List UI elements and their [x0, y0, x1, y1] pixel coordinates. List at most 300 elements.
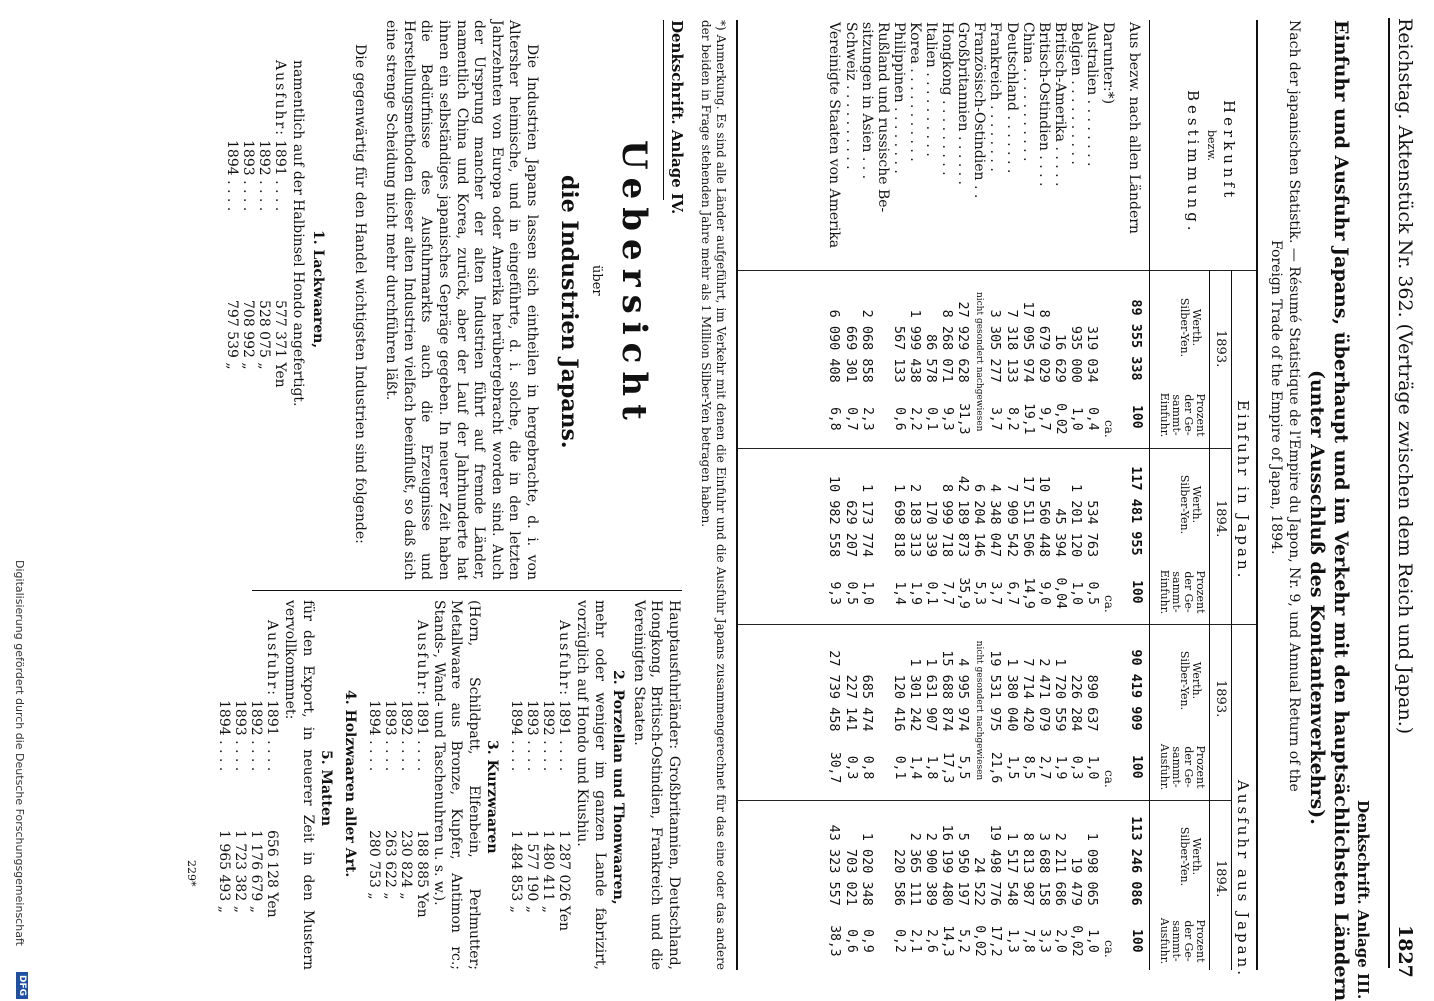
item-2-text: mehr oder weniger im ganzen Lande fabrizirt, vorzüglich auf Hondo und Kiushiu. [574, 600, 608, 970]
value-cell: 935 000 [1067, 325, 1084, 383]
percent-cell: 1,4 [907, 755, 923, 780]
item-2-table [508, 700, 572, 970]
value-cell: 220 586 [890, 848, 907, 906]
werth-unit: Silber-Yen. [1178, 650, 1191, 711]
value-cell: 7 318 133 [1003, 309, 1020, 383]
value-cell: 263 622 „ [381, 830, 398, 900]
value-cell: 685 474 [858, 674, 875, 732]
pct-head-2 [1158, 562, 1206, 622]
percent-cell: 0,04 [1052, 577, 1068, 609]
percent-cell: 0,02 [1052, 403, 1068, 435]
value-cell: 1 480 411 „ [539, 830, 556, 913]
source-line-2: Foreign Trade of the Empire of Japan, 1894. [1268, 240, 1284, 555]
value-cell: 797 539 „ [223, 300, 240, 370]
percent-cell: 0,6 [891, 407, 907, 431]
percent-cell: 14,9 [1020, 577, 1036, 609]
percent-cell: 21,6 [988, 751, 1004, 784]
pct-head-line: Prozent [1194, 393, 1207, 437]
pct-head-line: Prozent [1194, 919, 1207, 963]
table-row [987, 22, 1003, 970]
value-cell: 2 900 389 [923, 832, 940, 906]
total-cell: 100 [1129, 755, 1144, 779]
table-row [891, 22, 907, 970]
page-number: 1827 [1394, 925, 1416, 978]
total-label: Aus bezw. nach allen Ländern [1126, 22, 1142, 234]
value-cell: 1 965 493 „ [215, 830, 232, 913]
item-5-heading: 5. Matten [318, 750, 334, 827]
percent-cell: 1,4 [891, 581, 907, 605]
percent-cell: 17,3 [940, 751, 956, 784]
percent-cell [875, 737, 891, 797]
value-cell: 1 577 190 „ [523, 830, 540, 913]
value-cell: 1 020 348 [858, 832, 875, 906]
item-2-heading: 2. Porzellan und Thonwaaren, [610, 670, 626, 905]
percent-cell: 31,3 [956, 403, 972, 435]
werth-label: Werth. [1190, 837, 1203, 876]
percent-cell: 0,3 [843, 755, 859, 780]
pct-head-4 [1158, 912, 1206, 970]
percent-cell: 0,7 [843, 407, 859, 431]
value-cell: 226 284 [1067, 674, 1084, 732]
werth-label: Werth. [1190, 485, 1203, 524]
value-cell: 703 021 [842, 848, 859, 906]
percent-cell: 1,9 [907, 581, 923, 605]
main-exports-note: Hauptausfuhrländer: Großbritannien, Deutschland, Hongkong, Britisch-Ostindien, Frankreich und die Vereinigten Staaten. [630, 600, 682, 970]
year-cell: 1891 . . . . [272, 140, 288, 212]
total-cell: 100 [1129, 405, 1144, 429]
percent-cell [875, 389, 891, 449]
percent-cell: 2,7 [1036, 755, 1052, 780]
percent-cell: 9,3 [827, 581, 843, 605]
value-cell: 8 813 987 [1019, 832, 1036, 906]
value-cell [875, 623, 891, 737]
value-cell: 86 578 [923, 333, 940, 383]
value-cell: 1 723 382 „ [231, 830, 248, 913]
dfg-note-text: Digitalisierung gefördert durch die Deutsche Forschungsgemeinschaft [13, 560, 26, 946]
item-1-text: namentlich auf der Halbinsel Hondo angefertigt. [290, 60, 306, 407]
pct-head-line: sammt- [1170, 394, 1183, 436]
value-cell: 534 763 [1084, 500, 1100, 558]
year-1893-einfuhr: 1893. [1213, 330, 1228, 368]
header-text: Reichstag. Aktenstück Nr. 362. (Verträge zwischen dem Reich und Japan.) [1394, 18, 1416, 735]
percent-cell: 0,02 [972, 925, 988, 957]
percent-cell: 19,1 [1020, 403, 1036, 435]
year-1893-ausfuhr: 1893. [1213, 680, 1228, 718]
row-label: Belgien . . . . . . . . . . [1067, 22, 1084, 165]
item-1-table [224, 140, 288, 540]
value-cell: 27 739 458 [826, 650, 843, 732]
year-1894-ausfuhr: 1894. [1213, 860, 1228, 898]
total-cell: 100 [1129, 580, 1144, 604]
value-cell: 669 301 [842, 325, 859, 383]
percent-cell: 1,0 [1068, 407, 1084, 431]
percent-cell: 1,0 [859, 581, 875, 605]
percent-cell: 0,1 [924, 407, 940, 431]
werth-label: Werth. [1190, 308, 1203, 347]
year-cell: 1891 . . . . [414, 700, 430, 772]
table-row [907, 22, 923, 970]
value-cell: 230 824 „ [397, 830, 414, 900]
value-cell: 3 688 158 [1035, 832, 1052, 906]
year-cell: 1894 . . . . [507, 700, 524, 772]
value-cell: 227 141 [842, 674, 859, 732]
percent-cell: 0,3 [1068, 755, 1084, 780]
percent-cell: 2,3 [859, 407, 875, 431]
item-3-label: Ausfuhr: [414, 620, 430, 697]
table-row [1020, 22, 1036, 970]
row-label: Philippinen . . . . . . . . [890, 22, 907, 174]
value-cell: 19 498 776 [987, 824, 1004, 906]
value-cell: 1 201 120 [1067, 483, 1084, 558]
percent-cell [875, 912, 891, 970]
year-cell: 1891 . . . . [556, 700, 572, 772]
ausfuhr-head: Ausfuhr aus Japan. [1234, 780, 1252, 979]
dfg-logo-icon: DFG [16, 972, 28, 999]
section-a-subtitle: (unter Ausschluß des Kontantenverkehrs). [1306, 370, 1328, 825]
werth-head-2 [1178, 452, 1202, 557]
werth-unit: Silber-Yen. [1178, 826, 1191, 887]
value-cell: 170 339 [923, 500, 940, 558]
total-row [1128, 272, 1144, 970]
pct-head-3 [1158, 737, 1206, 797]
row-label: Französisch-Ostindien . . [971, 22, 988, 199]
value-cell: 2 365 111 [906, 832, 923, 906]
percent-cell: 14,3 [940, 925, 956, 957]
item-1-label: Ausfuhr: [272, 60, 288, 137]
pct-head-line: der Ge- [1182, 746, 1195, 788]
werth-head-1 [1178, 275, 1202, 380]
not-reported-cell: nicht gesondert nachgewiesen [974, 640, 985, 781]
year-rule [1209, 270, 1210, 970]
table-bottom-rule [736, 20, 738, 970]
value-cell: 1 631 907 [923, 658, 940, 732]
percent-cell: 0,2 [891, 929, 907, 953]
percent-cell: 2,2 [907, 407, 923, 431]
item-5-label: Ausfuhr: [264, 620, 280, 697]
percent-cell: 6,8 [827, 407, 843, 431]
value-cell: 1 484 853 „ [507, 830, 524, 913]
value-cell: 319 034 [1084, 325, 1100, 383]
percent-cell: 1,0 [1085, 755, 1100, 780]
trade-table [826, 22, 1100, 970]
value-cell: 7 909 542 [1003, 483, 1020, 558]
value-cell: 708 992 „ [239, 300, 256, 370]
value-cell: 2 211 686 [1051, 832, 1068, 906]
section-b-ueber: über [589, 265, 604, 296]
value-cell: 6 204 146 [971, 483, 988, 558]
value-cell: 1 380 040 [1003, 658, 1020, 732]
value-cell: 1 517 548 [1003, 832, 1020, 906]
pct-head-line: sammt- [1170, 746, 1183, 788]
pct-head-1 [1158, 385, 1206, 445]
einfuhr-head: Einfuhr in Japan. [1234, 400, 1252, 581]
value-cell: 16 199 480 [939, 824, 956, 906]
value-cell: 45 394 [1051, 508, 1068, 558]
value-cell: 42 189 873 [955, 475, 972, 558]
item-3-heading: 3. Kurzwaaren [484, 740, 500, 854]
value-cell [875, 798, 891, 912]
werth-unit: Silber-Yen. [1178, 297, 1191, 358]
value-cell: 7 714 420 [1019, 658, 1036, 732]
source-line-1: Nach der japanischen Statistik. — Résumé Statistique de l'Empire du Japon, Nr. 9, und Annual Return of the [1286, 20, 1302, 792]
year-1894-einfuhr: 1894. [1213, 500, 1228, 538]
value-cell: 280 753 „ [365, 830, 382, 900]
value-cell: 1 720 559 [1051, 658, 1068, 732]
value-cell: 2 183 313 [906, 483, 923, 558]
anlage-iii-label: Denkschrift. Anlage III. [1354, 800, 1372, 1000]
year-cell: 1894 . . . . [223, 140, 240, 212]
item-5-table [216, 700, 280, 970]
ca-mark: ca. [1102, 595, 1116, 613]
percent-cell: 3,3 [1036, 929, 1052, 953]
value-cell: 17 095 974 [1019, 301, 1036, 383]
total-cell: 113 246 086 [1128, 816, 1144, 906]
percent-cell: 38,3 [827, 925, 843, 957]
table-row [1036, 22, 1052, 970]
row-label: China . . . . . . . . . . . [1019, 22, 1036, 162]
percent-cell: 9,3 [940, 407, 956, 431]
year-cell: 1894 . . . . [365, 700, 382, 772]
value-cell: 8 268 071 [939, 309, 956, 383]
value-cell: 629 207 [842, 500, 859, 558]
item-1-heading: 1. Lackwaaren, [310, 230, 326, 349]
row-label: Großbritannien . . . . . . [955, 22, 972, 185]
value-cell: 2 068 858 [858, 309, 875, 383]
value-cell: 10 982 558 [826, 475, 843, 558]
value-cell: 4 995 974 [955, 658, 972, 732]
percent-cell: 8,5 [1020, 755, 1036, 780]
total-cell: 89 355 338 [1128, 299, 1144, 381]
value-cell [875, 275, 891, 389]
value-cell: 1 999 438 [906, 309, 923, 383]
percent-cell: 1,5 [1004, 755, 1020, 780]
percent-cell: 0,1 [891, 755, 907, 780]
pct-head-line: Ausfuhr. [1158, 743, 1171, 791]
percent-cell: 9,0 [1036, 581, 1052, 605]
value-cell: 1 098 065 [1084, 832, 1100, 906]
year-cell: 1893 . . . . [381, 700, 398, 772]
row-label: Rußland und russische Be- [874, 22, 891, 213]
pct-head-line: Einfuhr. [1158, 569, 1171, 615]
table-row [971, 22, 987, 970]
werth-label: Werth. [1190, 661, 1203, 700]
percent-cell: 1,8 [924, 755, 940, 780]
table-row [859, 22, 875, 970]
percent-cell: 1,9 [1052, 755, 1068, 780]
row-label: Britisch-Amerika . . . . . [1051, 22, 1068, 187]
percent-cell: 5,3 [972, 581, 988, 605]
section-b-subtitle: die Industrien Japans. [556, 175, 582, 449]
value-cell: 1 173 774 [858, 483, 875, 558]
table-row [1068, 22, 1084, 970]
value-cell: 577 371 Yen [272, 300, 288, 388]
pct-head-line: der Ge- [1182, 920, 1195, 962]
row-label: sitzungen in Asien . . . [858, 22, 875, 180]
value-cell: 188 885 Yen [414, 830, 430, 918]
row-label: Italien . . . . . . . . . . [923, 22, 940, 157]
value-cell: 528 075 „ [255, 300, 272, 370]
value-cell: 43 323 557 [826, 824, 843, 906]
total-cell: 90 419 909 [1128, 649, 1144, 731]
percent-cell: 5,2 [956, 929, 972, 953]
row-label: Korea . . . . . . . . . . . [906, 22, 923, 162]
not-reported-cell: nicht gesondert nachgewiesen [974, 291, 985, 432]
percent-cell: 0,8 [859, 755, 875, 780]
table-row [923, 22, 939, 970]
percent-cell: 0,9 [859, 929, 875, 953]
value-cell: 1 698 818 [890, 483, 907, 558]
percent-cell: 30,7 [827, 751, 843, 784]
table-row [1084, 22, 1100, 970]
value-cell: 2 471 079 [1035, 658, 1052, 732]
item-2-label: Ausfuhr: [556, 620, 572, 697]
percent-cell: 0,6 [843, 929, 859, 953]
value-cell: 120 416 [890, 674, 907, 732]
value-cell: 27 929 628 [955, 301, 972, 383]
year-cell: 1893 . . . . [231, 700, 248, 772]
year-cell: 1891 . . . . [264, 700, 280, 772]
group-rule [1231, 270, 1232, 970]
percent-cell: 2,6 [924, 929, 940, 953]
percent-cell: 2,0 [1052, 929, 1068, 953]
value-cell: 1 287 026 Yen [556, 830, 572, 932]
total-cell: 117 481 955 [1128, 466, 1144, 556]
pct-head-line: sammt- [1170, 571, 1183, 613]
percent-cell [875, 563, 891, 623]
table-top-rule [1256, 20, 1258, 970]
column-divider [252, 590, 682, 591]
percent-cell: 17,2 [988, 925, 1004, 957]
werth-unit: Silber-Yen. [1178, 474, 1191, 535]
value-cell: 17 511 506 [1019, 475, 1036, 558]
pct-head-line: sammt- [1170, 920, 1183, 962]
value-cell: 15 688 874 [939, 650, 956, 732]
table-row [939, 22, 955, 970]
dfg-note [13, 560, 26, 946]
value-cell: 24 522 [971, 857, 988, 906]
table-row [1003, 22, 1019, 970]
intro-paragraph: Die Industrien Japans lassen sich eintheilen in hergebrachte, d. i. von Altersher heimische, und in eingeführte, d. i. solche, die in den letzten Jahrzehnten von Europa oder Amerika herübergebracht worden sind. Auch der Ursprung mancher der alten Industrien führt auf fremde Länder, namentlich China und Korea, zurück, aber der Lauf der Jahrhunderte hat ihnen ein selbständiges japanisches Gepräge gegeben. In neuerer Zeit haben die Bedürfnisse des Ausfuhrmarkts auch die Erzeugnisse und Herstellungsmethoden dieser alten Industrien vielfach beeinflußt, so daß sich eine strenge Scheidung nicht mehr durchführen läßt. [383, 20, 540, 580]
intro-paragraph-2: Die gegenwärtig für den Handel wichtigsten Industrien sind folgende: [352, 44, 368, 544]
page-mark: 229* [185, 860, 198, 887]
header-rule [1388, 18, 1390, 968]
ca-mark: ca. [1102, 420, 1116, 438]
value-cell: 3 305 277 [987, 309, 1004, 383]
anlage-iv-label: Denkschrift. Anlage IV. [668, 20, 686, 215]
year-cell: 1894 . . . . [215, 700, 232, 772]
row-label: Deutschland . . . . . . . [1003, 22, 1020, 174]
percent-cell: 9,7 [1036, 407, 1052, 431]
item-3-table [366, 700, 430, 970]
value-cell: 890 637 [1084, 674, 1100, 732]
year-cell: 1893 . . . . [239, 140, 256, 212]
percent-cell: 1,0 [1085, 929, 1100, 953]
value-cell: 5 950 197 [955, 832, 972, 906]
ca-mark: ca. [1102, 770, 1116, 788]
value-cell: 656 128 Yen [264, 830, 280, 918]
ca-mark: ca. [1102, 940, 1116, 958]
value-cell: 567 133 [890, 325, 907, 383]
anlage-iv-rule [663, 20, 664, 200]
percent-cell: 0,02 [1068, 925, 1084, 957]
percent-cell: 35,9 [956, 577, 972, 609]
section-a-title: Einfuhr und Ausfuhr Japans, überhaupt und im Verkehr mit den hauptsächlichsten Ländern [1330, 20, 1352, 1001]
pct-head-line: Ausfuhr. [1158, 917, 1171, 965]
percent-cell: 3,7 [988, 407, 1004, 431]
row-label: Australien . . . . . . . . [1084, 22, 1100, 167]
row-label: Britisch-Ostindien . . . . [1035, 22, 1052, 187]
percent-cell: 0,4 [1085, 407, 1100, 431]
item-3-text: (Horn, Schildpatt, Elfenbein, Perlmutter; Metallwaare aus Bronze, Kupfer, Antimon rc.; Stands-, Wand- und Taschenuhren u. s. w.). [430, 600, 482, 970]
item-4-heading: 4. Holzwaaren aller Art. [342, 690, 358, 878]
row-label: Hongkong . . . . . . . . . [939, 22, 956, 176]
stub-head-3: Bestimmung. [1184, 90, 1202, 235]
value-cell: 1 301 242 [906, 658, 923, 732]
value-cell: 10 560 448 [1035, 475, 1052, 558]
row-label: Schweiz . . . . . . . . . . [842, 22, 859, 170]
value-cell: 8 999 718 [939, 483, 956, 558]
year-cell: 1892 . . . . [247, 700, 264, 772]
werth-head-3 [1178, 628, 1202, 733]
table-row [843, 22, 859, 970]
value-cell: 6 090 408 [826, 309, 843, 383]
value-cell: 19 531 975 [987, 650, 1004, 732]
percent-cell: 7,7 [940, 581, 956, 605]
percent-cell: 0,1 [924, 581, 940, 605]
percent-cell: 1,0 [1068, 581, 1084, 605]
running-header [1394, 18, 1416, 968]
percent-cell: 7,8 [1020, 929, 1036, 953]
value-cell: 4 348 047 [987, 483, 1004, 558]
pct-head-line: Prozent [1194, 570, 1207, 614]
werth-head-4 [1178, 804, 1202, 909]
percent-cell: 0,5 [843, 581, 859, 605]
percent-cell: 8,2 [1004, 407, 1020, 431]
value-cell [875, 449, 891, 563]
value-cell: 8 679 029 [1035, 309, 1052, 383]
year-cell: 1892 . . . . [539, 700, 556, 772]
percent-cell: 3,7 [988, 581, 1004, 605]
table-footnote: *) Anmerkung. Es sind alle Länder aufgeführt, im Verkehr mit denen die Einfuhr und die Ausfuhr Japans zusammengerechnet für das eine oder das andere der beiden in Frage stehenden Jahre mehr als 1 Million Silber-Yen betragen haben. [699, 20, 728, 970]
table-row [826, 22, 842, 970]
section-b-title: Uebersicht [614, 140, 654, 428]
stub-head-1: Herkunft [1220, 100, 1238, 202]
percent-cell: 2,1 [907, 929, 923, 953]
percent-cell: 5,5 [956, 755, 972, 780]
table-row [955, 22, 971, 970]
pct-head-line: der Ge- [1182, 571, 1195, 613]
percent-cell: 0,5 [1085, 581, 1100, 605]
stub-head-2: bezw. [1205, 130, 1218, 161]
total-cell: 100 [1129, 929, 1144, 953]
pct-head-line: Einfuhr. [1158, 392, 1171, 438]
item-5-text: für den Export, in neuerer Zeit in den Mustern vervollkommnet: [282, 600, 316, 970]
value-cell: 19 479 [1067, 857, 1084, 906]
row-label: Vereinigte Staaten von Amerika [826, 22, 843, 249]
pct-head-line: der Ge- [1182, 394, 1195, 436]
value-cell: 16 629 [1051, 333, 1068, 383]
head-bottom-rule [1149, 20, 1150, 970]
percent-cell: 6,7 [1004, 581, 1020, 605]
year-cell: 1893 . . . . [523, 700, 540, 772]
year-cell: 1892 . . . . [255, 140, 272, 212]
darunter-label: Darunter:*) [1100, 22, 1116, 105]
table-row [875, 22, 891, 970]
table-row [1052, 22, 1068, 970]
pct-head-line: Prozent [1194, 745, 1207, 789]
value-cell: 1 176 679 „ [247, 830, 264, 913]
percent-cell: 1,3 [1004, 929, 1020, 953]
